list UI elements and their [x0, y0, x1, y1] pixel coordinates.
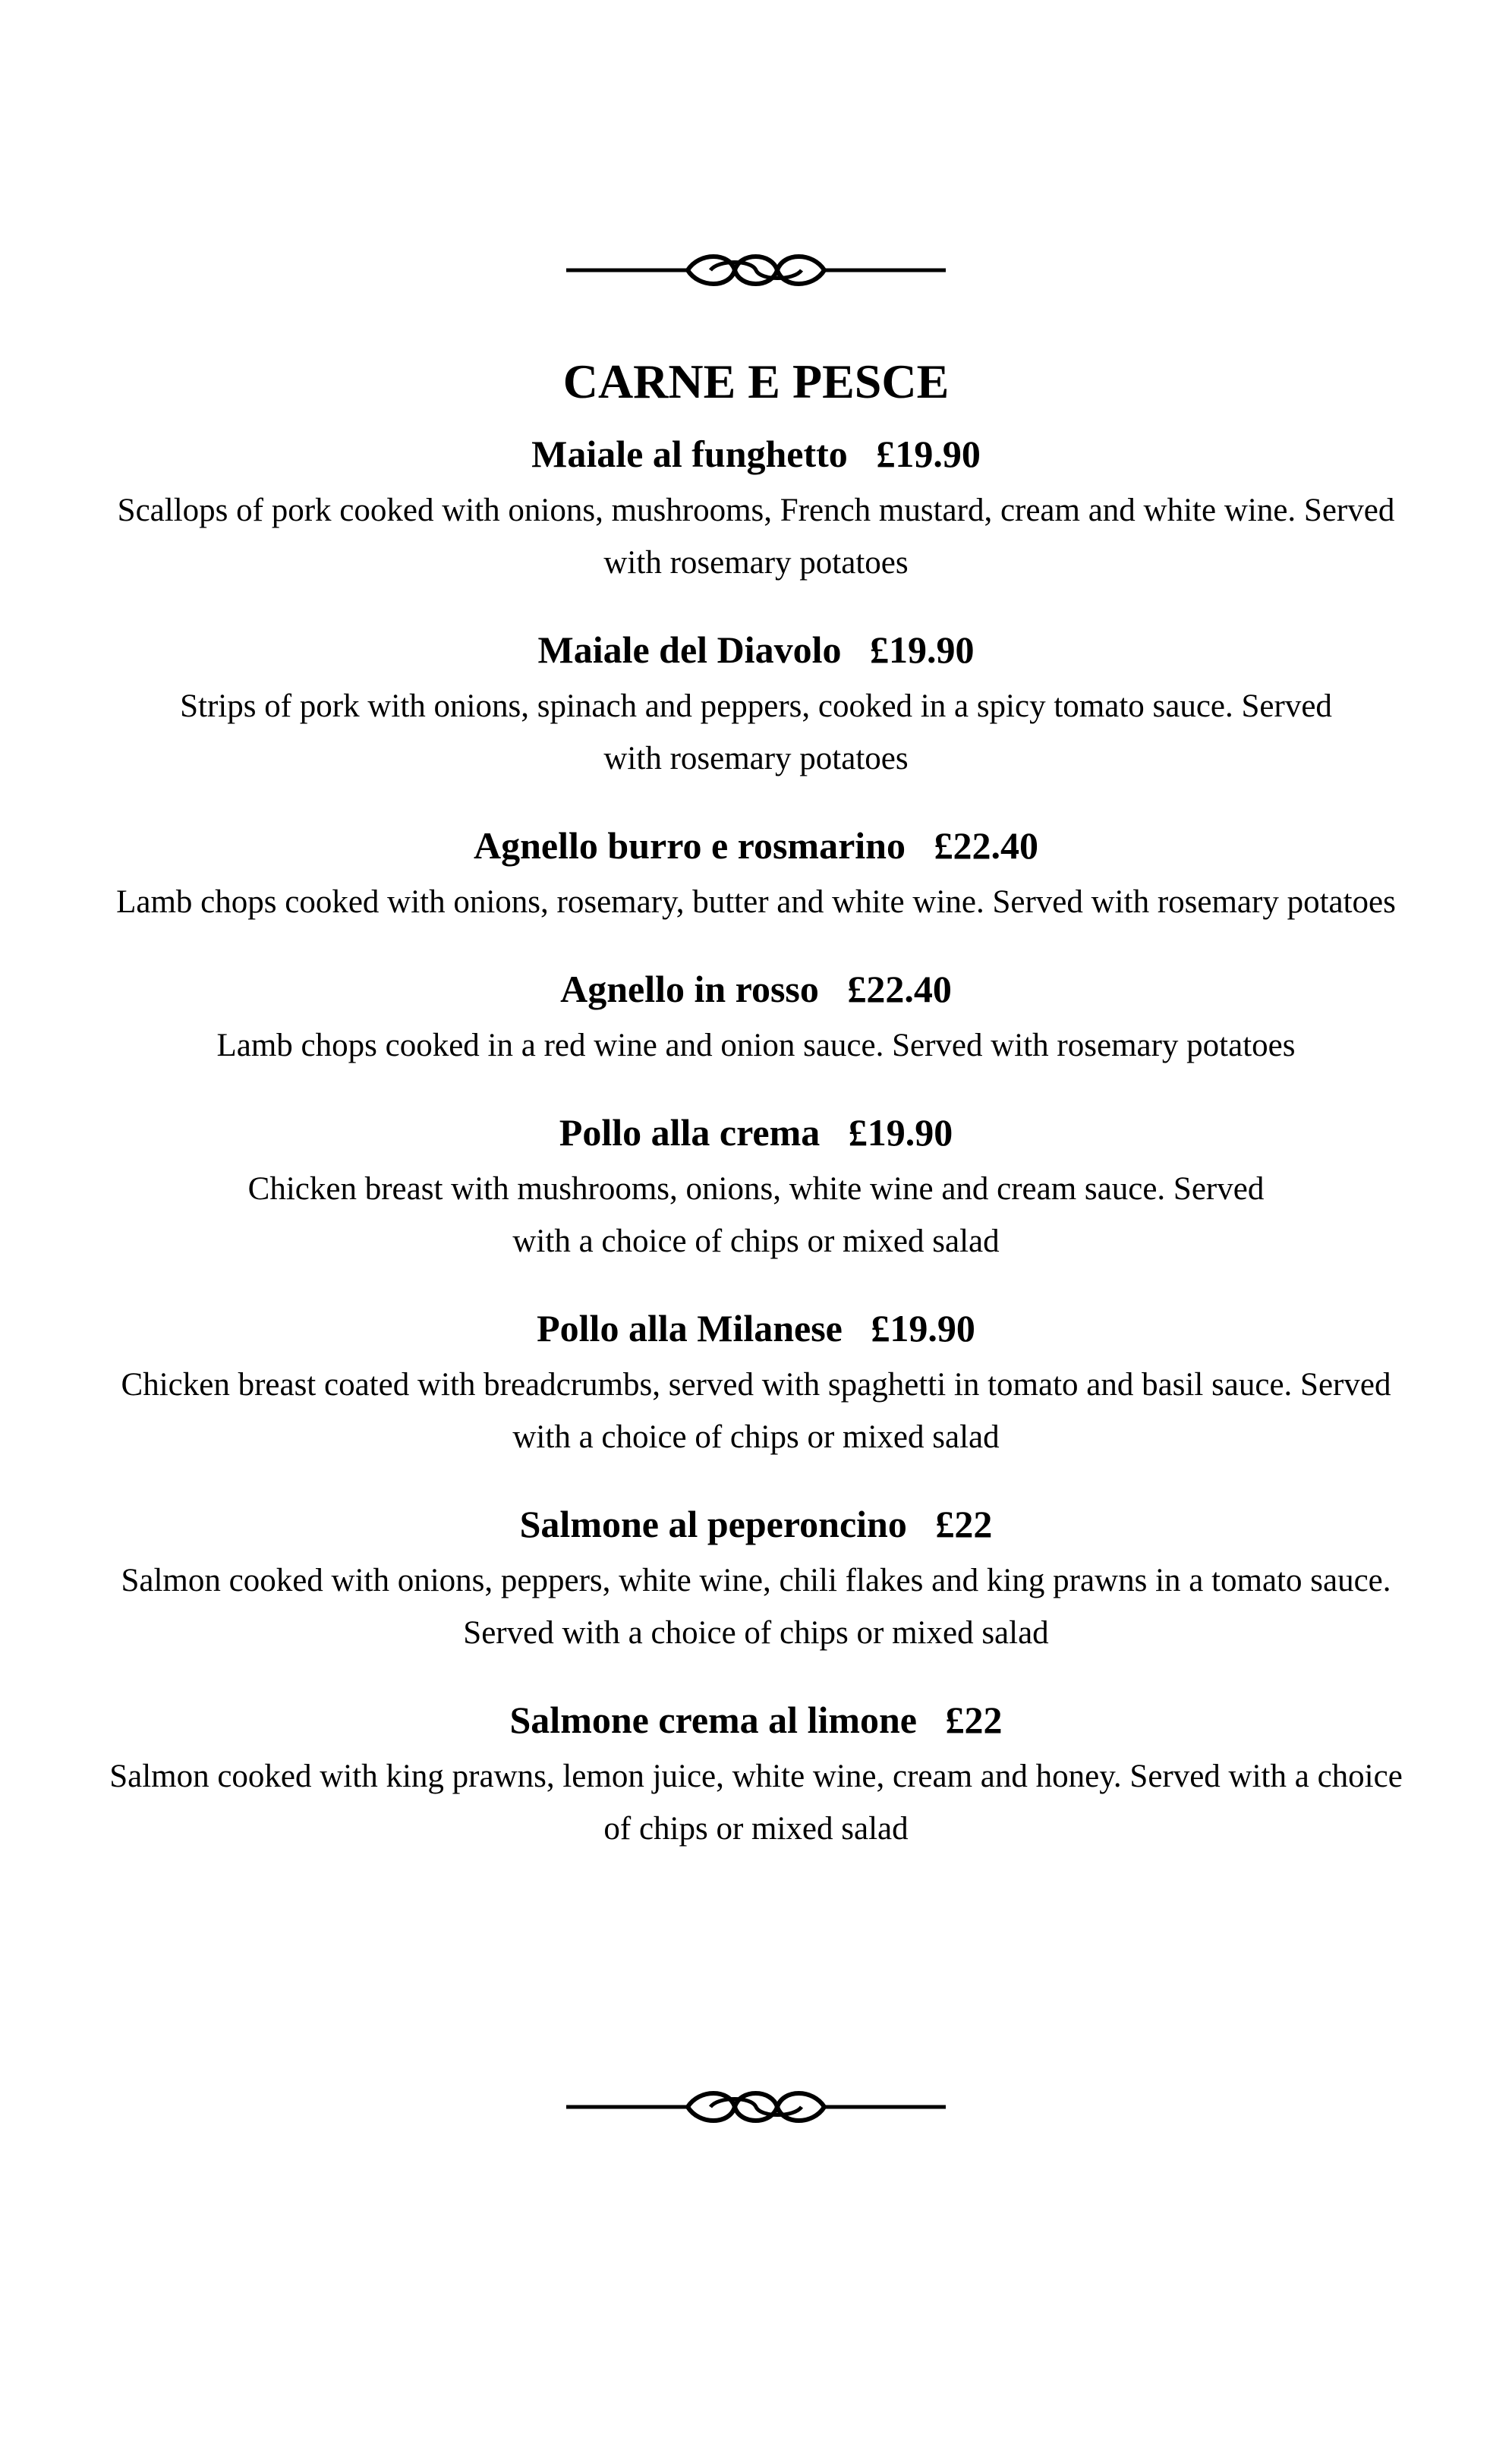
- dish-description: [30, 1750, 1482, 1855]
- dish-price: £19.90: [869, 628, 975, 671]
- dish-price: £19.90: [876, 433, 981, 475]
- description-line: Lamb chops cooked with onions, rosemary, butter and white wine. Served with rosemary potatoes: [116, 884, 1396, 920]
- description-line: Salmon cooked with onions, peppers, white wine, chili flakes and king prawns in a tomato sauce.: [121, 1563, 1391, 1598]
- description-line: Chicken breast with mushrooms, onions, white wine and cream sauce. Served: [247, 1171, 1265, 1207]
- menu-item-heading: [30, 430, 1482, 478]
- dish-name: Agnello in rosso: [560, 968, 819, 1010]
- dish-description: [30, 1163, 1482, 1268]
- menu-item: [30, 1500, 1482, 1659]
- description-line: Scallops of pork cooked with onions, mushrooms, French mustard, cream and white wine. Served: [117, 493, 1395, 528]
- dish-name: Pollo alla crema: [559, 1111, 821, 1154]
- description-line: Chicken breast coated with breadcrumbs, served with spaghetti in tomato and basil sauce. Served: [121, 1367, 1391, 1403]
- dish-name: Salmone crema al limone: [509, 1699, 917, 1741]
- menu-item: [30, 1108, 1482, 1268]
- description-line: Served with a choice of chips or mixed salad: [463, 1615, 1049, 1651]
- menu-item-heading: [30, 965, 1482, 1013]
- description-line: with a choice of chips or mixed salad: [512, 1419, 1000, 1455]
- dish-price: £22: [935, 1503, 993, 1545]
- menu-item-heading: [30, 625, 1482, 674]
- description-line: with rosemary potatoes: [603, 741, 909, 776]
- description-line: of chips or mixed salad: [603, 1811, 909, 1847]
- bottom-divider: [566, 2083, 946, 2128]
- menu-item: [30, 1304, 1482, 1463]
- menu-item-heading: [30, 1696, 1482, 1744]
- dish-price: £19.90: [871, 1307, 975, 1349]
- dish-description: [30, 1359, 1482, 1463]
- dish-description: [30, 1554, 1482, 1659]
- menu-item-heading: [30, 1108, 1482, 1157]
- menu-item: [30, 625, 1482, 785]
- description-line: with rosemary potatoes: [603, 545, 909, 581]
- dish-name: Maiale del Diavolo: [537, 628, 842, 671]
- description-line: Lamb chops cooked in a red wine and onion sauce. Served with rosemary potatoes: [216, 1028, 1296, 1063]
- dish-description: [30, 1019, 1482, 1072]
- menu-item: [30, 821, 1482, 928]
- dish-name: Maiale al funghetto: [531, 433, 848, 475]
- dish-price: £19.90: [848, 1111, 953, 1154]
- menu-item: [30, 430, 1482, 589]
- dish-price: £22.40: [934, 824, 1038, 867]
- menu-list: [30, 430, 1482, 1891]
- description-line: with a choice of chips or mixed salad: [512, 1223, 1000, 1259]
- description-line: Salmon cooked with king prawns, lemon juice, white wine, cream and honey. Served with a choice: [109, 1759, 1403, 1794]
- menu-item: [30, 965, 1482, 1072]
- dish-price: £22.40: [847, 968, 952, 1010]
- dish-name: Salmone al peperoncino: [519, 1503, 907, 1545]
- top-divider: [566, 246, 946, 291]
- dish-price: £22: [945, 1699, 1003, 1741]
- scroll-divider-icon: [566, 246, 946, 291]
- description-line: Strips of pork with onions, spinach and peppers, cooked in a spicy tomato sauce. Served: [180, 688, 1332, 724]
- dish-description: [30, 876, 1482, 928]
- dish-description: [30, 680, 1482, 785]
- dish-name: Pollo alla Milanese: [537, 1307, 843, 1349]
- scroll-divider-icon: [566, 2083, 946, 2128]
- menu-item-heading: [30, 1304, 1482, 1353]
- section-title: CARNE E PESCE: [562, 354, 950, 408]
- dish-name: Agnello burro e rosmarino: [474, 824, 906, 867]
- menu-item: [30, 1696, 1482, 1855]
- dish-description: [30, 484, 1482, 589]
- menu-item-heading: [30, 1500, 1482, 1548]
- menu-item-heading: [30, 821, 1482, 870]
